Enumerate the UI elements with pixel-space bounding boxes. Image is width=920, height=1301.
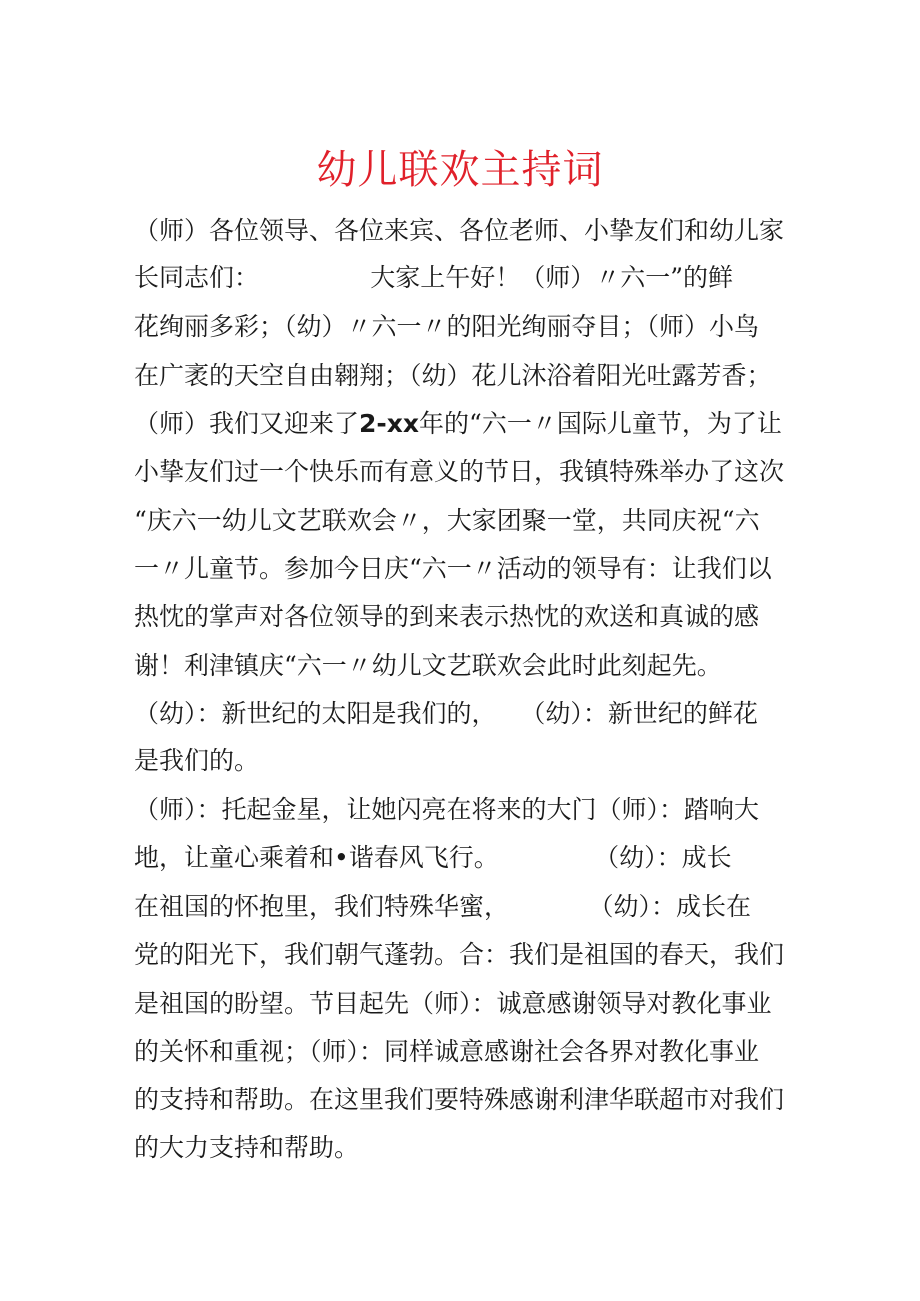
- paragraph-line: （幼）：新世纪的太阳是我们的， （幼）：新世纪的鲜花: [134, 699, 758, 728]
- paragraph-line: 在祖国的怀抱里，我们特殊华蜜， （幼）：成长在: [134, 892, 751, 921]
- paragraph-line: 小挚友们过一个快乐而有意义的节日，我镇特殊举办了这次: [134, 457, 785, 486]
- paragraph-line: （师）：托起金星，让她闪亮在将来的大门（师）：踏响大: [134, 795, 760, 824]
- year-text: 2-xx: [359, 409, 420, 438]
- line-text: 年的“六一〃国际儿童节，为了让: [419, 409, 782, 438]
- line-text: （师）我们又迎来了: [134, 409, 360, 438]
- paragraph-line: 的大力支持和帮助。: [134, 1133, 360, 1162]
- paragraph-line: 在广袤的天空自由翱翔；（幼）花儿沐浴着阳光吐露芳香；: [134, 361, 772, 390]
- paragraph-line: [134, 407, 782, 441]
- paragraph-line: 地，让童心乘着和•谐春风飞行。 （幼）：成长: [134, 843, 732, 872]
- paragraph-line: 是我们的。: [134, 746, 260, 775]
- paragraph-line: 党的阳光下，我们朝气蓬勃。合：我们是祖国的春天，我们: [134, 940, 785, 969]
- document-title: 幼儿联欢主持词: [316, 147, 604, 193]
- paragraph-line: “庆六一幼儿文艺联欢会〃，大家团聚一堂，共同庆祝“六: [134, 506, 760, 535]
- paragraph-line: 谢！利津镇庆“六一〃幼儿文艺联欢会此时此刻起先。: [134, 651, 722, 680]
- paragraph-line: （师）各位领导、各位来宾、各位老师、小挚友们和幼儿家: [134, 216, 785, 245]
- paragraph-line: 是祖国的盼望。节目起先（师）：诚意感谢领导对教化事业: [134, 989, 772, 1018]
- paragraph-line: 的支持和帮助。在这里我们要特殊感谢利津华联超市对我们: [134, 1085, 785, 1114]
- paragraph-line: 花绚丽多彩；（幼）〃六一〃的阳光绚丽夺目；（师）小鸟: [134, 312, 760, 341]
- paragraph-line: 长同志们： 大家上午好！（师）〃六一”的鲜: [134, 263, 734, 292]
- paragraph-line: 热忱的掌声对各位领导的到来表示热忱的欢送和真诚的感: [134, 602, 760, 631]
- paragraph-line: 一〃儿童节。参加今日庆“六一〃活动的领导有：让我们以: [134, 554, 772, 583]
- paragraph-line: 的关怀和重视；（师）：同样诚意感谢社会各界对教化事业: [134, 1037, 760, 1066]
